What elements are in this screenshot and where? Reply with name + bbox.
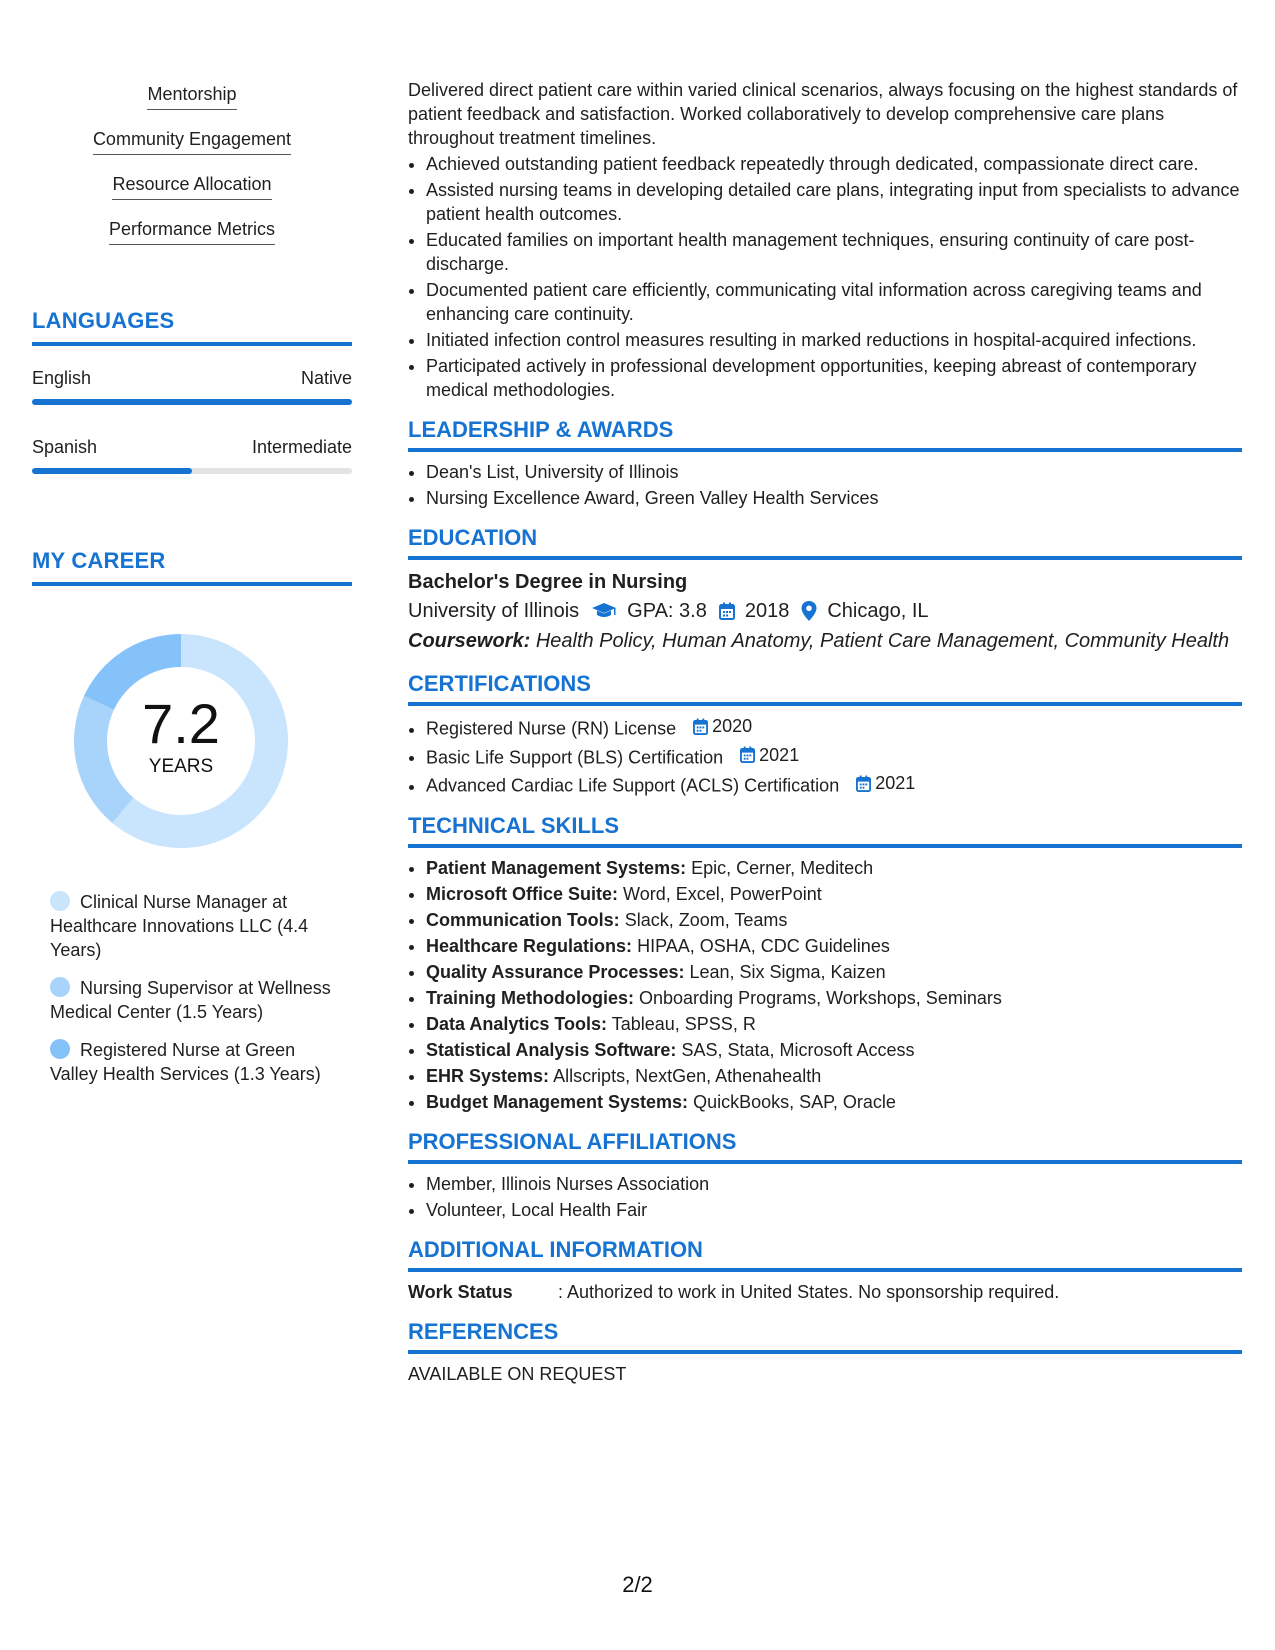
skills-list [32, 84, 352, 264]
technical-skill-item [426, 856, 1242, 880]
skill-label: Quality Assurance Processes: [426, 961, 685, 982]
skill-label: Communication Tools: [426, 909, 620, 930]
education-details [408, 596, 1242, 626]
career-total: 7.2 [142, 692, 220, 755]
language-name: English [32, 368, 92, 388]
education-gpa: GPA: 3.8 [627, 600, 707, 622]
legend-dot-icon [50, 1039, 70, 1059]
certification-item [426, 771, 1242, 798]
skill-label: EHR Systems: [426, 1065, 550, 1086]
technical-skills-list [408, 856, 1242, 1114]
education-title: EDUCATION [408, 525, 538, 550]
skill-value: Tableau, SPSS, R [611, 1013, 756, 1034]
experience-bullet: • Initiated infection control measures resulting in marked reductions in hospital-acquired infections. [426, 328, 1242, 352]
references-rule [408, 1350, 1242, 1354]
skill-value: Onboarding Programs, Workshops, Seminars [639, 987, 1002, 1008]
language-item [32, 437, 352, 474]
legend-dot-icon [50, 977, 70, 997]
certifications-list [408, 714, 1242, 798]
technical-skill-item [426, 1012, 1242, 1036]
language-bar-fill [32, 399, 352, 405]
career-donut-chart [66, 626, 296, 856]
certification-item [426, 743, 1242, 770]
language-level: Native [300, 368, 352, 388]
career-rule [32, 582, 352, 586]
career-legend-item [50, 976, 340, 1024]
skill-value: Allscripts, NextGen, Athenahealth [553, 1065, 822, 1086]
education-year: 2018 [744, 600, 790, 622]
leadership-item: • Dean's List, University of Illinois [426, 460, 1242, 484]
career-legend-item [50, 890, 340, 962]
skill-tag: Community Engagement [93, 129, 291, 155]
page-number: 2/2 [622, 1572, 653, 1597]
affiliation-item: • Volunteer, Local Health Fair [426, 1198, 1242, 1222]
affiliations-title: PROFESSIONAL AFFILIATIONS [408, 1128, 737, 1154]
skill-label: Microsoft Office Suite: [426, 883, 619, 904]
certification-date [856, 771, 915, 795]
skill-tag: Resource Allocation [112, 174, 271, 200]
skill-value: SAS, Stata, Microsoft Access [681, 1039, 915, 1060]
skill-value: HIPAA, OSHA, CDC Guidelines [637, 935, 890, 956]
leadership-rule [408, 448, 1242, 452]
coursework-label: Coursework: [408, 630, 531, 652]
work-status-row [408, 1280, 1242, 1304]
language-item [32, 368, 352, 405]
languages-title: LANGUAGES [32, 308, 175, 333]
certification-name: Basic Life Support (BLS) Certification [426, 747, 724, 767]
language-name: Spanish [32, 437, 98, 457]
leadership-list [408, 460, 1242, 510]
experience-summary: Delivered direct patient care within varied clinical scenarios, always focusing on the highest standards of patient feedback and satisfaction. Worked collaboratively to develop comprehensive care plans throughout treatment timelines. [408, 80, 1238, 148]
education-location: Chicago, IL [827, 600, 929, 622]
skill-label: Healthcare Regulations: [426, 935, 633, 956]
certification-year: 2020 [712, 716, 753, 736]
location-pin-icon [801, 601, 817, 621]
experience-bullet: • Participated actively in professional development opportunities, keeping abreast of contemporary medical methodologies. [426, 354, 1242, 402]
skill-label: Statistical Analysis Software: [426, 1039, 677, 1060]
technical-skill-item [426, 986, 1242, 1010]
certification-item [426, 714, 1242, 741]
affiliations-rule [408, 1160, 1242, 1164]
certification-date [740, 743, 799, 767]
career-legend-item [50, 1038, 340, 1086]
skill-label: Budget Management Systems: [426, 1091, 689, 1112]
career-unit: YEARS [148, 756, 214, 777]
certification-date [693, 714, 752, 738]
additional-info-rule [408, 1268, 1242, 1272]
certification-name: Advanced Cardiac Life Support (ACLS) Certification [426, 775, 840, 796]
technical-skill-item [426, 1064, 1242, 1088]
main-content [408, 78, 1242, 1386]
graduation-cap-icon [591, 602, 617, 620]
certification-name: Registered Nurse (RN) License [426, 718, 677, 739]
skill-label: Data Analytics Tools: [426, 1013, 608, 1034]
affiliations-list [408, 1172, 1242, 1222]
calendar-icon [693, 718, 708, 735]
career-section [32, 548, 352, 1086]
experience-bullet: • Assisted nursing teams in developing detailed care plans, integrating input from specialists to advance patient health outcomes. [426, 178, 1242, 226]
technical-skill-item [426, 882, 1242, 906]
skill-label: Training Methodologies: [426, 987, 634, 1008]
skill-value: Epic, Cerner, Meditech [691, 857, 874, 878]
experience-bullet: • Documented patient care efficiently, communicating vital information across caregiving teams and enhancing care continuity. [426, 278, 1242, 326]
references-text: AVAILABLE ON REQUEST [408, 1363, 627, 1384]
leadership-item: • Nursing Excellence Award, Green Valley Health Services [426, 486, 1242, 510]
languages-section [32, 308, 352, 474]
career-legend-label: Clinical Nurse Manager at Healthcare Innovations LLC (4.4 Years) [50, 892, 309, 960]
certifications-rule [408, 702, 1242, 706]
sidebar [32, 84, 352, 1100]
education-school: University of Illinois [408, 600, 580, 622]
experience-bullet: • Educated families on important health management techniques, ensuring continuity of care post-discharge. [426, 228, 1242, 276]
languages-rule [32, 342, 352, 346]
career-legend-label: Nursing Supervisor at Wellness Medical Center (1.5 Years) [50, 978, 331, 1022]
technical-skills-title: TECHNICAL SKILLS [408, 812, 620, 838]
affiliation-item: • Member, Illinois Nurses Association [426, 1172, 1242, 1196]
certifications-title: CERTIFICATIONS [408, 671, 591, 696]
language-bar-fill [32, 468, 192, 474]
certification-year: 2021 [759, 744, 800, 765]
technical-skill-item [426, 934, 1242, 958]
skill-tag: Mentorship [147, 84, 236, 110]
technical-skill-item [426, 908, 1242, 932]
calendar-icon [856, 775, 871, 792]
education-rule [408, 556, 1242, 560]
career-legend [32, 890, 340, 1086]
language-level: Intermediate [251, 437, 352, 457]
technical-skill-item [426, 960, 1242, 984]
skill-tag: Performance Metrics [109, 219, 275, 245]
experience-bullets [408, 152, 1242, 402]
education-degree: Bachelor's Degree in Nursing [408, 571, 688, 593]
career-title: MY CAREER [32, 548, 166, 573]
references-title: REFERENCES [408, 1318, 559, 1344]
skill-value: Slack, Zoom, Teams [624, 909, 788, 930]
additional-info-title: ADDITIONAL INFORMATION [408, 1236, 703, 1262]
donut-center [66, 626, 296, 856]
language-bar [32, 399, 352, 405]
skill-value: Lean, Six Sigma, Kaizen [689, 961, 886, 982]
technical-skill-item [426, 1038, 1242, 1062]
technical-skill-item [426, 1090, 1242, 1114]
skill-label: Patient Management Systems: [426, 857, 687, 878]
coursework-value: Health Policy, Human Anatomy, Patient Care Management, Community Health [535, 630, 1230, 652]
calendar-icon [719, 602, 735, 620]
career-legend-label: Registered Nurse at Green Valley Health Services (1.3 Years) [50, 1040, 321, 1084]
work-status-value: : Authorized to work in United States. No sponsorship required. [558, 1281, 1060, 1302]
legend-dot-icon [50, 891, 70, 911]
education-coursework [408, 626, 1242, 656]
certification-year: 2021 [875, 773, 916, 793]
skill-value: Word, Excel, PowerPoint [623, 883, 822, 904]
language-bar [32, 468, 352, 474]
leadership-title: LEADERSHIP & AWARDS [408, 417, 674, 442]
skill-value: QuickBooks, SAP, Oracle [693, 1091, 896, 1112]
calendar-icon [740, 746, 755, 763]
work-status-label: Work Status [408, 1281, 513, 1302]
technical-skills-rule [408, 844, 1242, 848]
experience-bullet: • Achieved outstanding patient feedback repeatedly through dedicated, compassionate direct care. [426, 152, 1242, 176]
